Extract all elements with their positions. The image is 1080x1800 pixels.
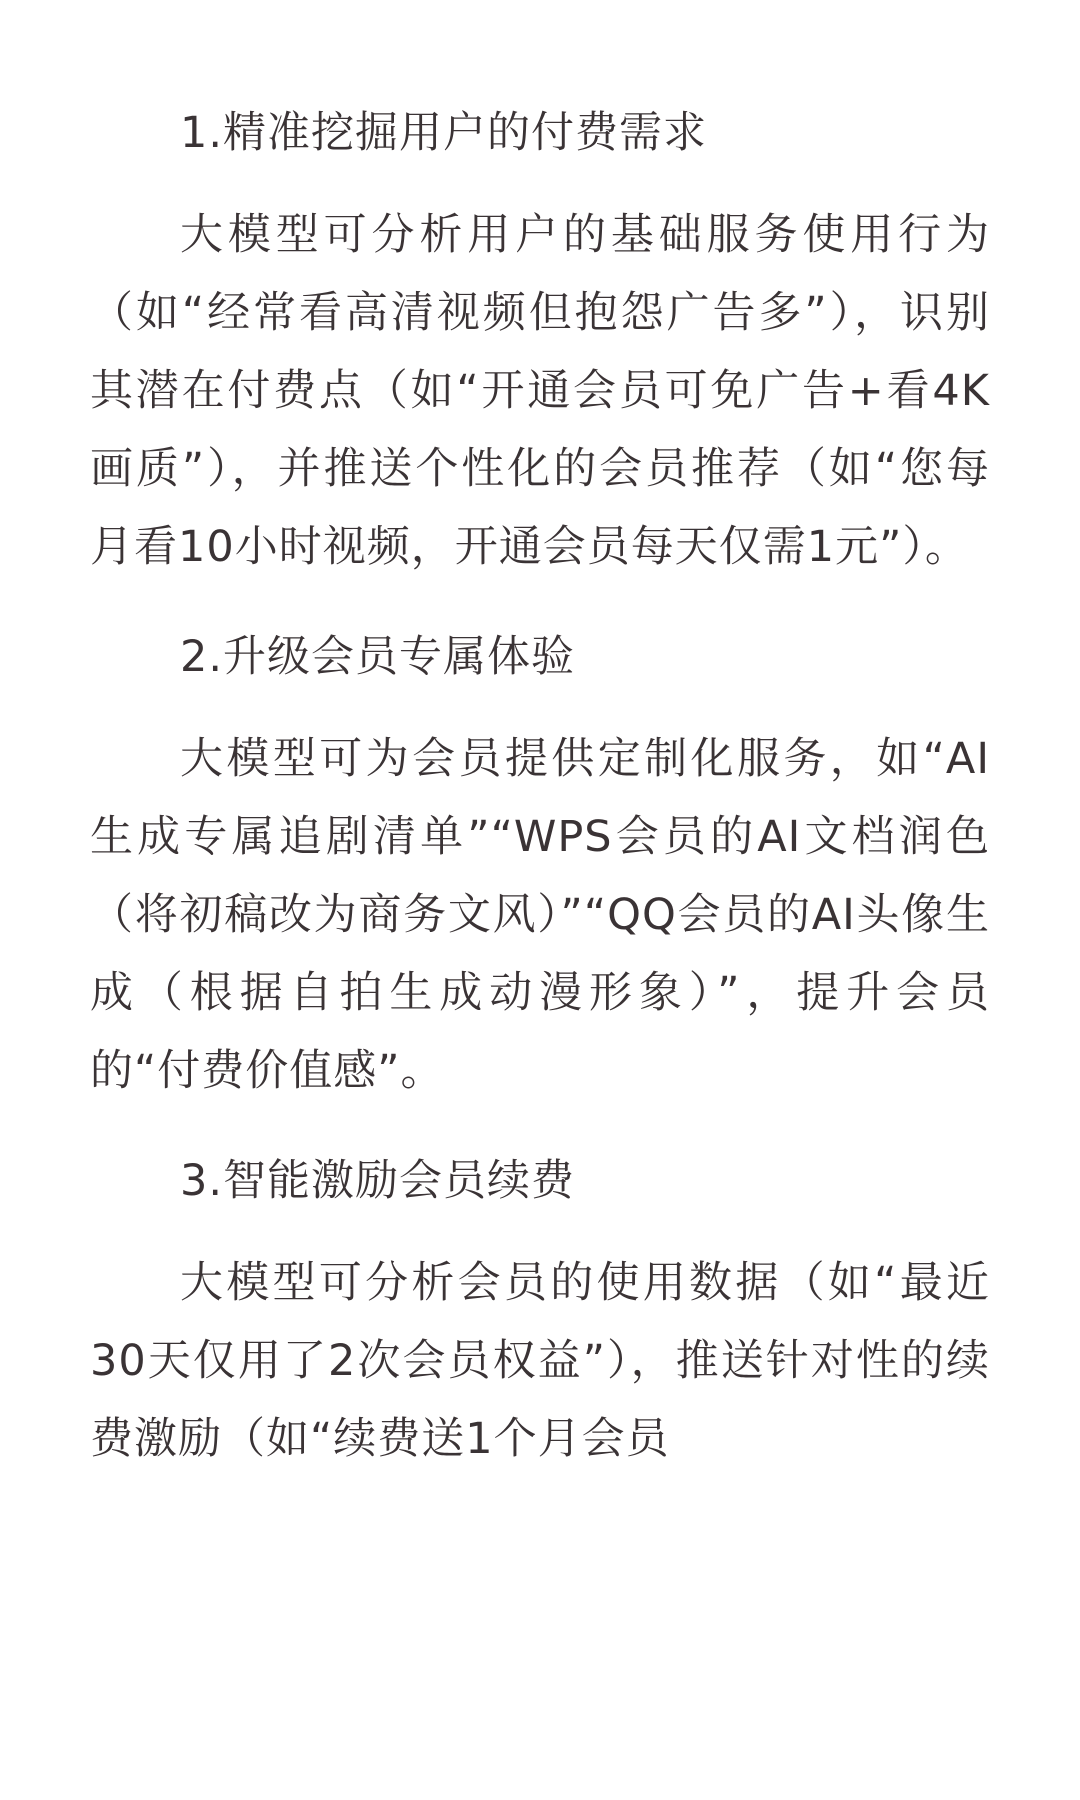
section-heading-1: 1.精准挖掘用户的付费需求 [180,108,708,158]
section-heading-2: 2.升级会员专属体验 [180,632,576,682]
section-heading-3: 3.智能激励会员续费 [180,1156,576,1206]
section-paragraph-3: 大模型可分析会员的使用数据（如“最近30天仅用了2次会员权益”），推送针对性的续费激励（如“续费送1个月会员 [90,1258,990,1464]
section-paragraph-1: 大模型可分析用户的基础服务使用行为（如“经常看高清视频但抱怨广告多”），识别其潜在付费点（如“开通会员可免广告+看4K画质”），并推送个性化的会员推荐（如“您每月看10小时视频，开通会员每天仅需1元”）。 [90,210,990,572]
section-paragraph-2: 大模型可为会员提供定制化服务，如“AI生成专属追剧清单”“WPS会员的AI文档润色（将初稿改为商务文风）”“QQ会员的AI头像生成（根据自拍生成动漫形象）”，提升会员的“付费价值感”。 [90,734,990,1096]
